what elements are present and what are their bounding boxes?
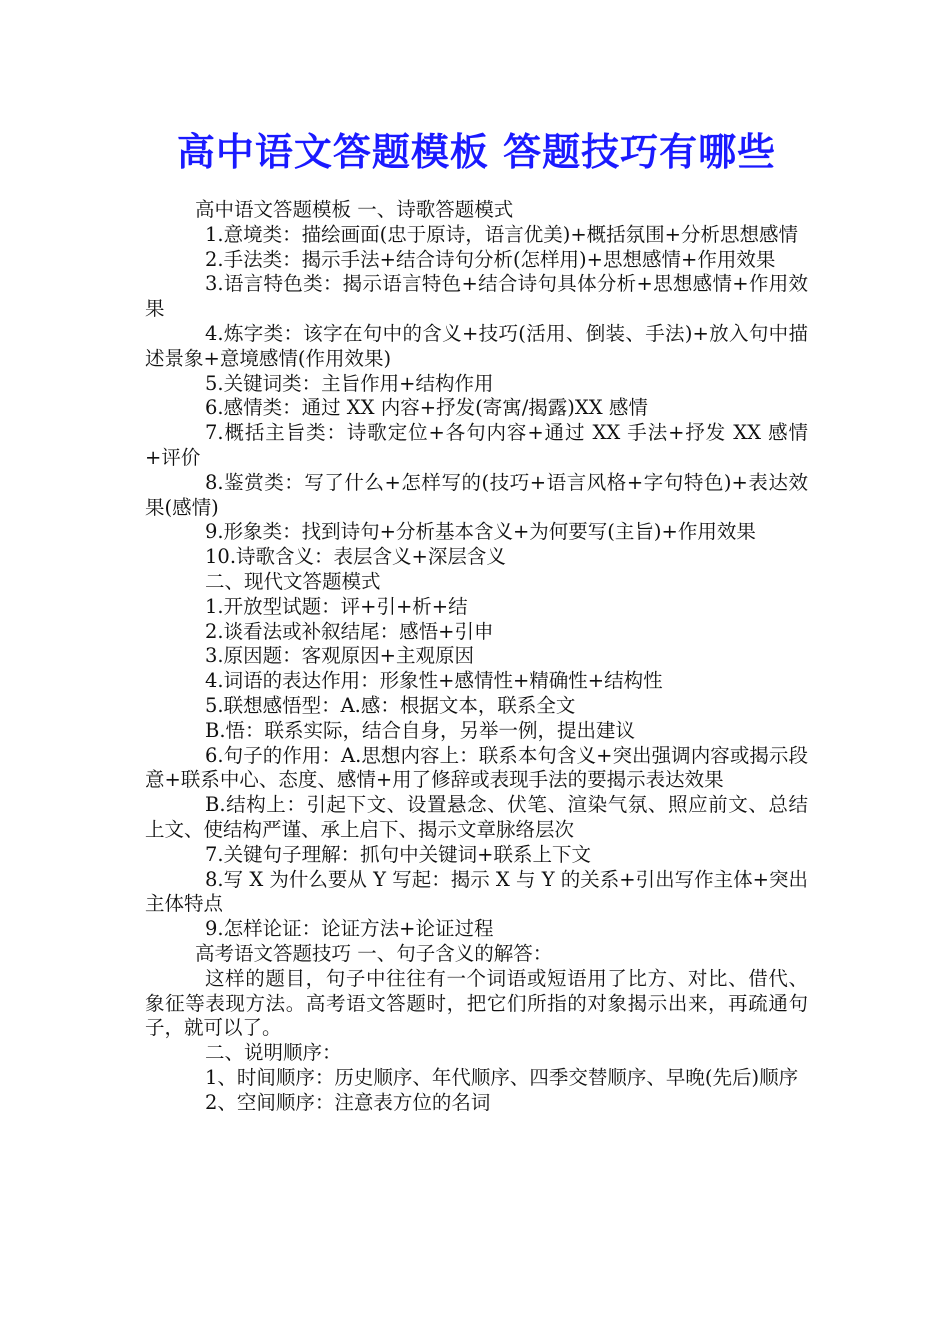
- body-paragraph: 5.联想感悟型：A.感：根据文本，联系全文: [205, 693, 576, 717]
- body-paragraph: 7.概括主旨类：诗歌定位+各句内容+通过 XX 手法+抒发 XX 感情+评价: [145, 421, 808, 469]
- body-paragraph: 二、说明顺序：: [205, 1041, 342, 1065]
- body-paragraph: 1.意境类：描绘画面(忠于原诗，语言优美)+概括氛围+分析思想感情: [205, 222, 798, 246]
- body-paragraph: 3.语言特色类：揭示语言特色+结合诗句具体分析+思想感情+作用效果: [145, 272, 808, 321]
- body-paragraph: 2.手法类：揭示手法+结合诗句分析(怎样用)+思想感情+作用效果: [205, 247, 776, 271]
- body-paragraph: 8.写 X 为什么要从 Y 写起：揭示 X 与 Y 的关系+引出写作主体+突出主体特点: [145, 867, 808, 916]
- body-paragraph: 5.关键词类：主旨作用+结构作用: [205, 371, 494, 395]
- body-paragraph: 7.关键句子理解：抓句中关键词+联系上下文: [205, 842, 591, 866]
- body-paragraph: 6.句子的作用：A.思想内容上：联系本句含义+突出强调内容或揭示段意+联系中心、态度、感情+用了修辞或表现手法的要揭示表达效果: [145, 743, 808, 792]
- body-paragraph: 2.谈看法或补叙结尾：感悟+引申: [205, 619, 494, 643]
- body-paragraph: B.结构上：引起下文、设置悬念、伏笔、渲染气氛、照应前文、总结上文、使结构严谨、承上启下、揭示文章脉络层次: [145, 793, 808, 841]
- body-paragraph: 1、时间顺序：历史顺序、年代顺序、四季交替顺序、早晚(先后)顺序: [205, 1065, 799, 1089]
- body-paragraph: 1.开放型试题：评+引+析+结: [205, 594, 468, 618]
- body-paragraph: B.悟：联系实际，结合自身，另举一例，提出建议: [205, 718, 636, 742]
- body-paragraph: 9.形象类：找到诗句+分析基本含义+为何要写(主旨)+作用效果: [205, 520, 756, 544]
- body-paragraph: 3.原因题：客观原因+主观原因: [205, 644, 474, 668]
- body-paragraph: 4.词语的表达作用：形象性+感情性+精确性+结构性: [205, 669, 663, 693]
- section-heading-paragraph: 高考语文答题技巧 一、句子含义的解答：: [195, 941, 553, 965]
- section-heading-paragraph: 高中语文答题模板 一、诗歌答题模式: [195, 198, 514, 221]
- body-paragraph: 10.诗歌含义：表层含义+深层含义: [205, 545, 506, 569]
- document-title: 高中语文答题模板 答题技巧有哪些: [176, 129, 777, 174]
- body-paragraph: 这样的题目，句子中往往有一个词语或短语用了比方、对比、借代、象征等表现方法。高考语文答题时，把它们所指的对象揭示出来，再疏通句子，就可以了。: [145, 966, 808, 1040]
- body-paragraph: 4.炼字类：该字在句中的含义+技巧(活用、倒装、手法)+放入句中描述景象+意境感情(作用效果): [145, 321, 808, 370]
- body-paragraph: 9.怎样论证：论证方法+论证过程: [205, 917, 494, 941]
- body-paragraph: 二、现代文答题模式: [205, 569, 381, 593]
- document-body: [145, 198, 808, 1115]
- body-paragraph: 6.感情类：通过 XX 内容+抒发(寄寓/揭露)XX 感情: [205, 396, 648, 420]
- body-paragraph: 8.鉴赏类：写了什么+怎样写的(技巧+语言风格+字句特色)+表达效果(感情): [145, 470, 808, 519]
- body-paragraph: 2、空间顺序：注意表方位的名词: [205, 1090, 491, 1114]
